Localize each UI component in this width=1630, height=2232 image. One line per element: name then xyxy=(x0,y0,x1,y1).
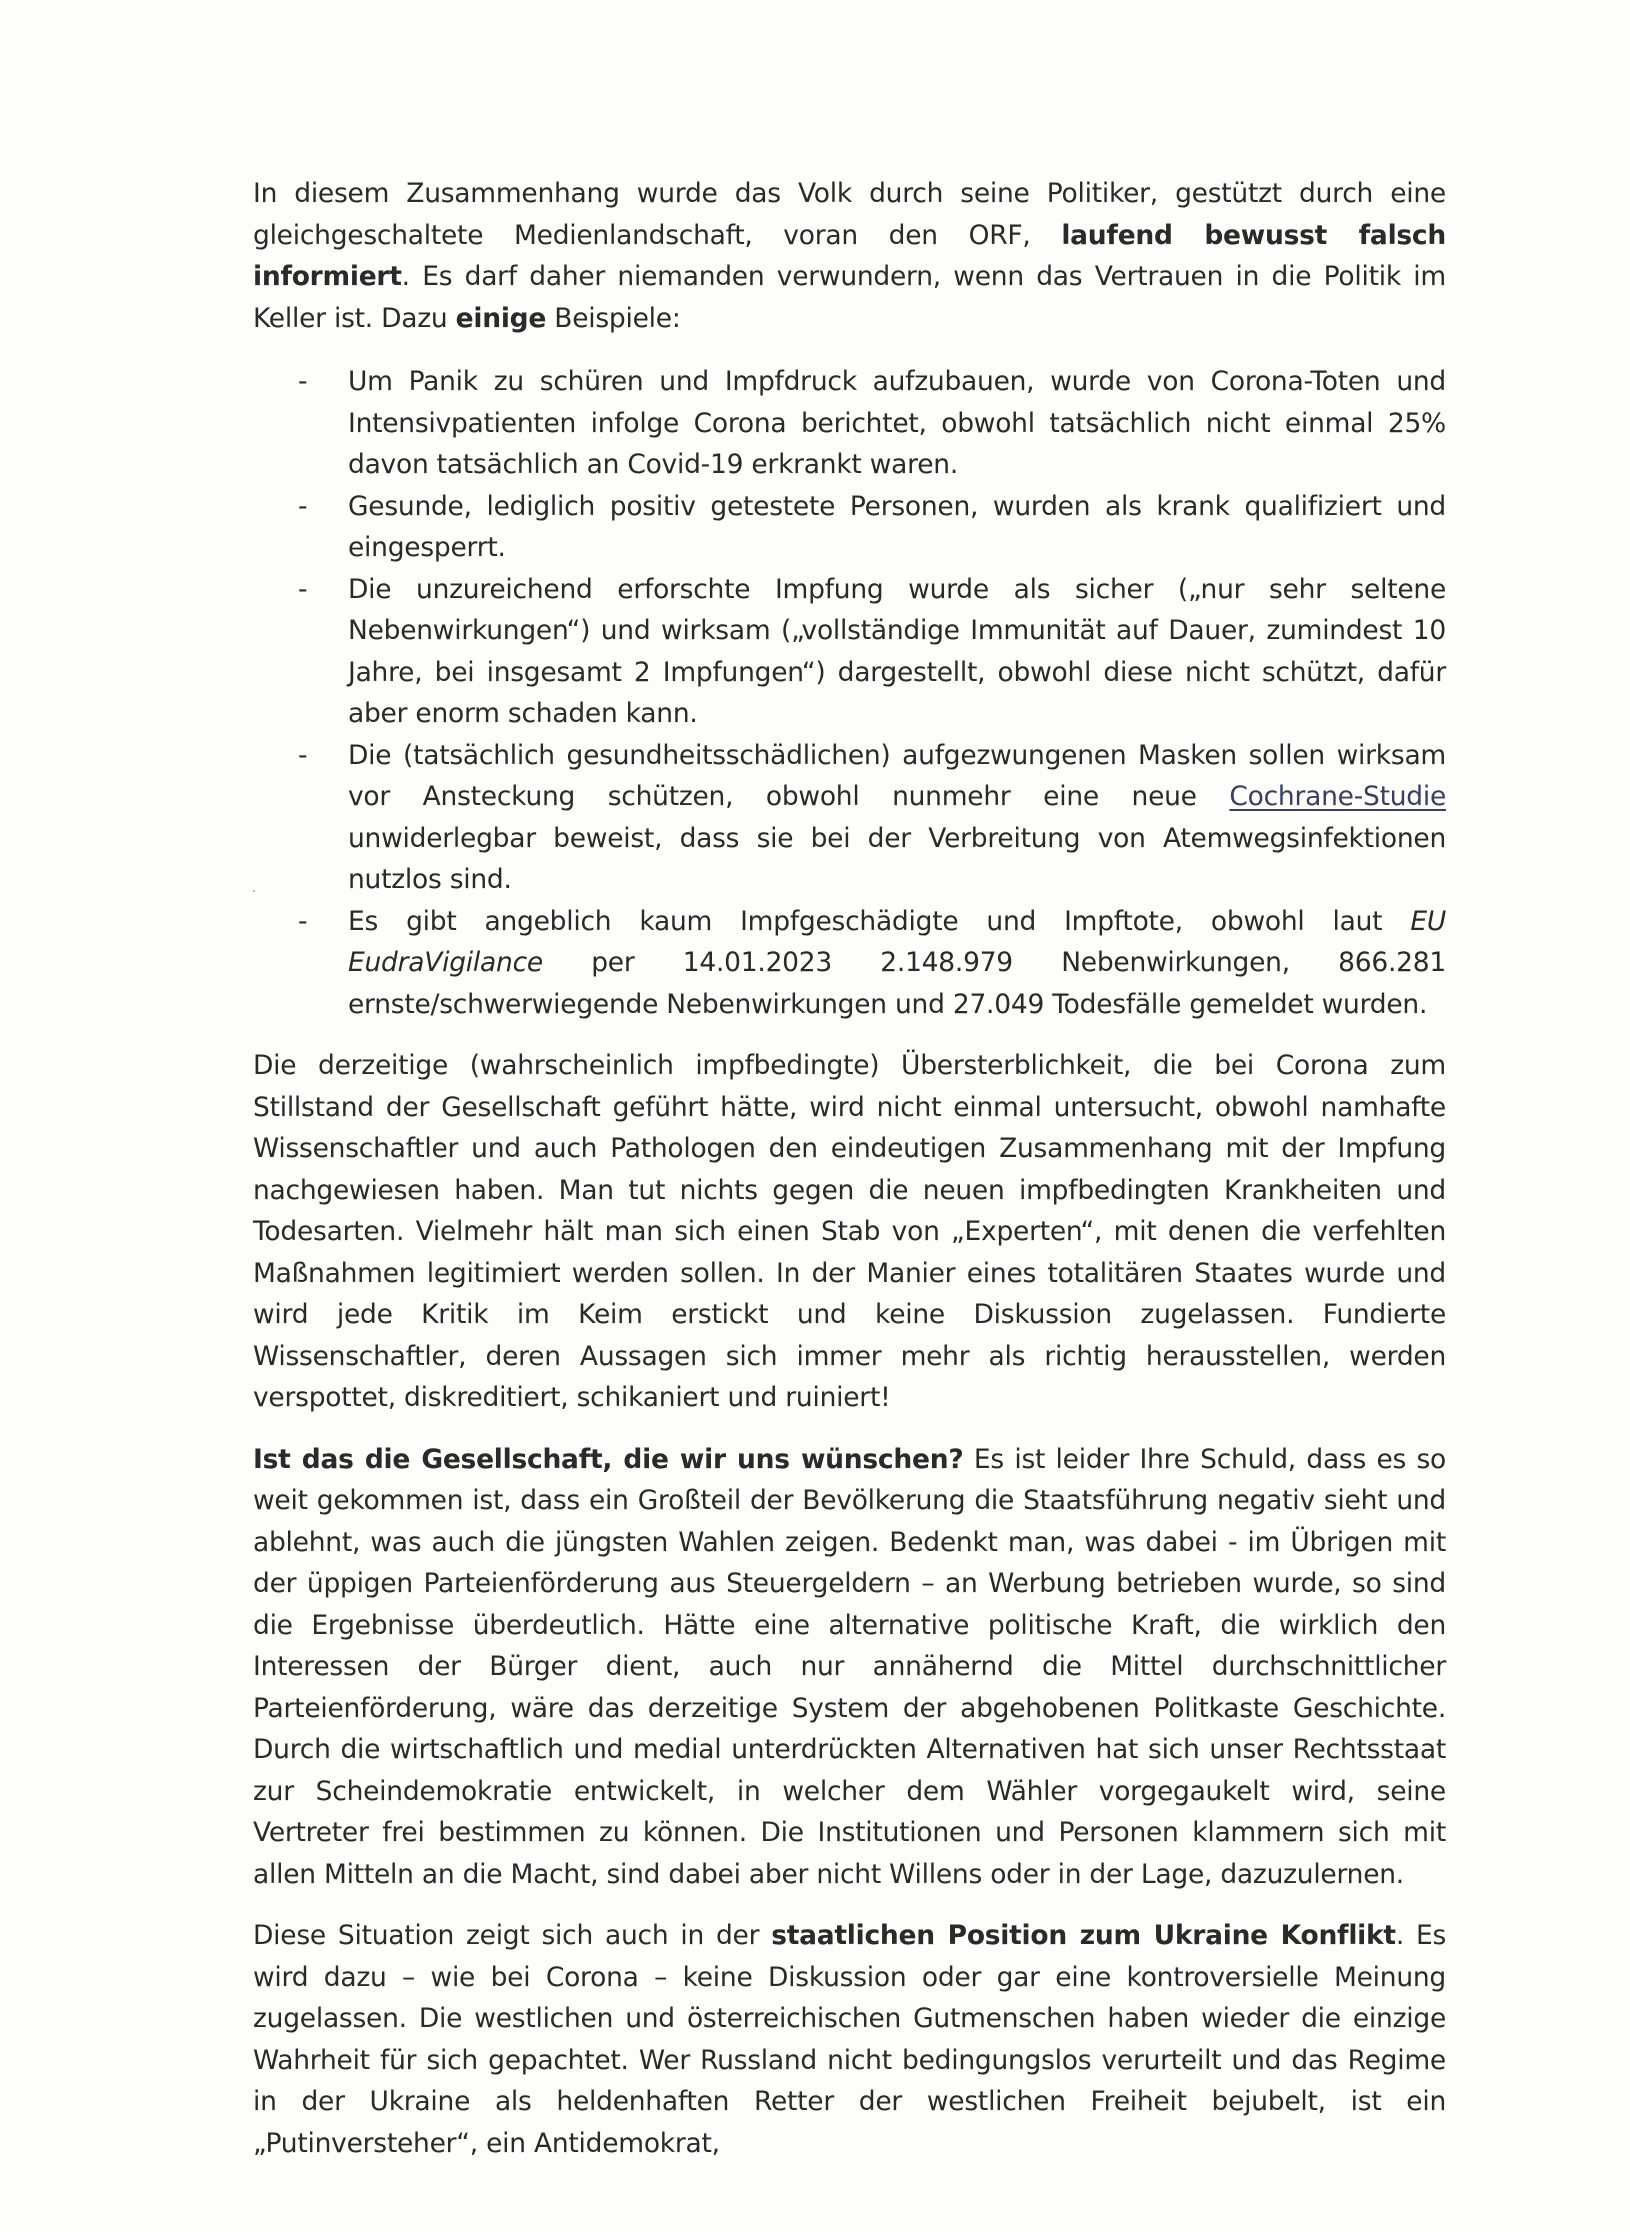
list-item xyxy=(253,735,1446,901)
list-item-text: Gesunde, lediglich positiv getestete Personen, wurden als krank qualifiziert und eingesperrt. xyxy=(348,490,1446,563)
list-item-text-end: unwiderlegbar beweist, dass sie bei der Verbreitung von Atemwegsinfektionen nutzlos sind. xyxy=(348,822,1446,895)
document-body xyxy=(253,173,1446,2164)
dash-bullet: - xyxy=(298,739,308,771)
list-item-text: Um Panik zu schüren und Impfdruck aufzubauen, wurde von Corona-Toten und Intensivpatienten infolge Corona berichtet, obwohl tatsächlich nicht einmal 25% davon tatsächlich an Covid-19 erkrankt waren. xyxy=(348,366,1446,480)
list-item-text-start: Die (tatsächlich gesundheitsschädlichen) aufgezwungenen Masken sollen wirksam vor Ansteckung schützen, obwohl nunmehr eine neue xyxy=(348,739,1446,812)
intro-bold-misinformed: laufend bewusst falsch informiert xyxy=(253,219,1446,292)
list-item-text-start: Es gibt angeblich kaum Impfgeschädigte und Impftote, obwohl laut xyxy=(348,905,1411,937)
examples-list xyxy=(253,361,1446,1025)
paragraph-intro xyxy=(253,173,1446,339)
dash-bullet: - xyxy=(298,573,308,605)
ukraine-text-start: Diese Situation zeigt sich auch in der xyxy=(253,1920,772,1951)
list-item-text-end: per 14.01.2023 2.148.979 Nebenwirkungen, 866.281 ernste/schwerwiegende Nebenwirkungen und 27.049 Todesfälle gemeldet wurden. xyxy=(348,947,1446,1020)
list-item xyxy=(253,569,1446,735)
society-text: Es ist leider Ihre Schuld, dass es so weit gekommen ist, dass ein Großteil der Bevölkerung die Staatsführung negativ sieht und ablehnt, was auch die jüngsten Wahlen zeigen. Bedenkt man, was dabei - im Übrigen mit der üppigen Parteienförderung aus Steuergeldern – an Werbung betrieben wurde, so sind die Ergebnisse überdeutlich. Hätte eine alternative politische Kraft, die wirklich den Interessen der Bürger dient, auch nur annähernd die Mittel durchschnittlicher Parteienförderung, wäre das derzeitige System der abgehobenen Politkaste Geschichte. Durch die wirtschaftlich und medial unterdrückten Alternativen hat sich unser Rechtsstaat zur Scheindemokratie entwickelt, in welcher dem Wähler vorgegaukelt wird, seine Vertreter frei bestimmen zu können. Die Institutionen und Personen klammern sich mit allen Mitteln an die Macht, sind dabei aber nicht Willens oder in der Lage, dazuzulernen. xyxy=(253,1443,1446,1890)
intro-text-middle: . Es darf daher niemanden verwundern, wenn das Vertrauen in die Politik im Keller ist. Dazu xyxy=(253,261,1446,334)
list-item xyxy=(253,361,1446,486)
list-item xyxy=(253,486,1446,569)
ukraine-text-end: . Es wird dazu – wie bei Corona – keine Diskussion oder gar eine kontroversielle Meinung zugelassen. Die westlichen und österreichischen Gutmenschen haben wieder die einzige Wahrheit für sich gepachtet. Wer Russland nicht bedingungslos verurteilt und das Regime in der Ukraine als heldenhaften Retter der westlichen Freiheit bejubelt, ist ein „Putinversteher“, ein Antidemokrat, xyxy=(253,1920,1446,2159)
list-item xyxy=(253,901,1446,1026)
dash-bullet: - xyxy=(298,366,308,397)
dash-bullet: - xyxy=(298,905,308,937)
intro-text-start: In diesem Zusammenhang wurde das Volk durch seine Politiker, gestützt durch eine gleichgeschaltete Medienlandschaft, voran den ORF, xyxy=(253,178,1446,251)
paragraph-ukraine xyxy=(253,1915,1446,2164)
eudravigilance-reference: EU EudraVigilance xyxy=(348,905,1446,978)
ukraine-bold-position: staatlichen Position zum Ukraine Konflikt xyxy=(771,1920,1396,1951)
cochrane-study-link[interactable]: Cochrane-Studie xyxy=(1229,781,1446,812)
paragraph-society xyxy=(253,1439,1446,1896)
intro-text-end: Beispiele: xyxy=(546,302,681,334)
list-item-text: Die unzureichend erforschte Impfung wurde als sicher („nur sehr seltene Nebenwirkungen“) und wirksam („vollständige Immunität auf Dauer, zumindest 10 Jahre, bei insgesamt 2 Impfungen“) dargestellt, obwohl diese nicht schützt, dafür aber enorm schaden kann. xyxy=(348,573,1446,729)
society-question-bold: Ist das die Gesellschaft, die wir uns wünschen? xyxy=(253,1443,964,1475)
intro-bold-some: einige xyxy=(455,302,547,334)
dash-bullet: - xyxy=(298,490,308,522)
paragraph-excess-mortality: Die derzeitige (wahrscheinlich impfbedingte) Übersterblichkeit, die bei Corona zum Stillstand der Gesellschaft geführt hätte, wird nicht einmal untersucht, obwohl namhafte Wissenschaftler und auch Pathologen den eindeutigen Zusammenhang mit der Impfung nachgewiesen haben. Man tut nichts gegen die neuen impfbedingten Krankheiten und Todesarten. Vielmehr hält man sich einen Stab von „Experten“, mit denen die verfehlten Maßnahmen legitimiert werden sollen. In der Manier eines totalitären Staates wurde und wird jede Kritik im Keim erstickt und keine Diskussion zugelassen. Fundierte Wissenschaftler, deren Aussagen sich immer mehr als richtig herausstellen, werden verspottet, diskreditiert, schikaniert und ruiniert! xyxy=(253,1050,1446,1413)
